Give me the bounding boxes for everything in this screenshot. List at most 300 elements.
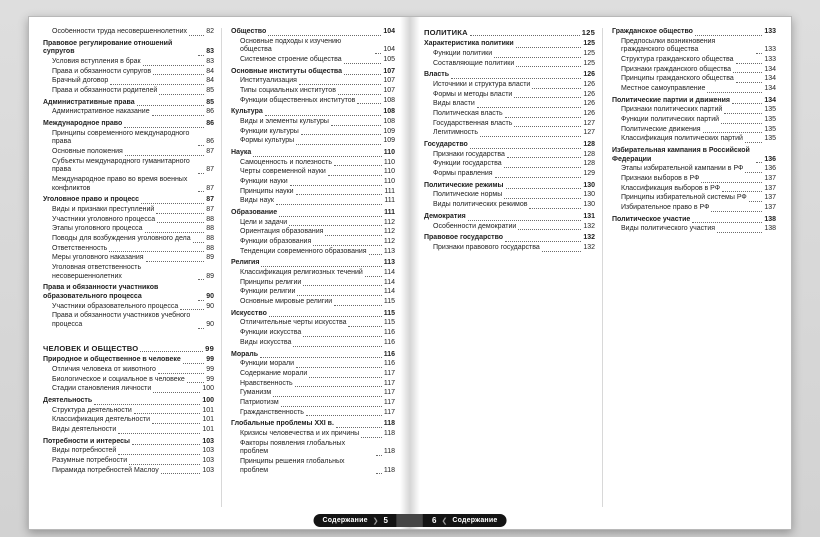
toc-column-left-1 (40, 28, 221, 507)
dot-leader (198, 279, 204, 280)
dot-leader (152, 115, 205, 116)
dot-leader (159, 94, 204, 95)
toc-entry (424, 50, 595, 59)
toc-page-number: 107 (383, 67, 395, 75)
toc-page-number: 86 (206, 120, 214, 128)
toc-entry (231, 248, 395, 257)
toc-entry-title: Культура (231, 108, 263, 116)
toc-entry (231, 149, 395, 158)
toc-page-number: 103 (202, 466, 214, 474)
toc-page-number: 101 (202, 416, 214, 424)
dot-leader (260, 357, 382, 358)
toc-entry-title: Политическое участие (612, 215, 691, 223)
dot-leader (293, 346, 381, 347)
toc-page-number: 99 (206, 356, 214, 364)
toc-entry (43, 366, 214, 375)
toc-page-number: 86 (206, 138, 214, 146)
dot-leader (507, 157, 581, 158)
toc-entry (43, 235, 214, 244)
dot-leader (279, 216, 382, 217)
toc-entry-title: Образование (231, 209, 278, 217)
toc-entry (612, 185, 776, 194)
toc-entry-title: Особенности демократии (433, 222, 517, 230)
dot-leader (306, 415, 382, 416)
toc-entry-title: Признаки гражданского общества (621, 65, 732, 73)
toc-entry (231, 68, 395, 77)
toc-entry (43, 438, 214, 447)
dot-leader (125, 155, 204, 156)
dot-leader (118, 454, 200, 455)
toc-entry (43, 28, 214, 37)
toc-entry-title: Признаки выборов в РФ (621, 175, 700, 183)
toc-page-number: 135 (764, 116, 776, 124)
dot-leader (180, 309, 204, 310)
toc-entry (43, 356, 214, 365)
toc-entry (231, 298, 395, 307)
toc-entry (231, 420, 395, 429)
dot-leader (137, 105, 205, 106)
toc-page-number: 125 (583, 59, 595, 67)
dot-leader (334, 305, 382, 306)
toc-entry-title: Пирамида потребностей Маслоу (52, 466, 159, 474)
dot-leader (505, 117, 582, 118)
toc-entry-title: Стадии становления личности (52, 385, 152, 393)
toc-entry-title: Меры уголовного наказания (52, 254, 144, 262)
toc-page-number: 134 (764, 85, 776, 93)
toc-page-number: 87 (206, 148, 214, 156)
dot-leader (261, 266, 381, 267)
toc-entry-title: Формы правления (433, 170, 493, 178)
dot-leader (183, 363, 204, 364)
toc-entry (231, 279, 395, 288)
toc-entry (424, 182, 595, 191)
toc-entry-title: Права и обязанности родителей (52, 87, 158, 95)
toc-entry (43, 148, 214, 157)
toc-entry (612, 175, 776, 184)
toc-entry-title: Самоценность и полезность (240, 158, 333, 166)
dot-leader (290, 185, 382, 186)
toc-entry (612, 165, 776, 174)
toc-entry-title: Международное право (43, 120, 123, 128)
toc-entry-title: Уголовная ответственность несовершеннолетних (52, 264, 142, 280)
toc-entry (43, 397, 214, 406)
toc-entry-title: Гуманизм (240, 389, 272, 397)
toc-page-number: 134 (764, 65, 776, 73)
toc-page-number: 130 (583, 191, 595, 199)
toc-entry-title: Классификация религиозных течений (240, 269, 363, 277)
toc-entry (231, 430, 395, 439)
toc-entry (231, 28, 395, 37)
dot-leader (129, 464, 200, 465)
toc-entry-title: Виды политических режимов (433, 201, 528, 209)
toc-page-number: 114 (383, 278, 395, 286)
toc-entry (231, 128, 395, 137)
toc-page-number: 118 (383, 429, 395, 437)
toc-entry-title: Функции культуры (240, 127, 299, 135)
toc-entry (43, 108, 214, 117)
toc-entry-title: Виды и признаки преступлений (52, 206, 155, 214)
toc-entry (231, 409, 395, 418)
toc-entry-title: Структура гражданского общества (621, 56, 734, 64)
toc-page-number: 128 (583, 160, 595, 168)
toc-page-number: 88 (206, 215, 214, 223)
toc-page-number: 115 (383, 319, 395, 327)
toc-page-number: 133 (764, 56, 776, 64)
toc-entry-title: Участники уголовного процесса (52, 215, 156, 223)
dot-leader (118, 433, 200, 434)
dot-leader (276, 204, 382, 205)
toc-entry (424, 201, 595, 210)
toc-entry (231, 288, 395, 297)
dot-leader (145, 232, 205, 233)
dot-leader (344, 63, 382, 64)
toc-page-number: 132 (583, 234, 595, 242)
toc-entry-title: Функции образования (240, 238, 312, 246)
toc-page-number: 126 (583, 81, 595, 89)
toc-page-number: 103 (202, 456, 214, 464)
toc-entry (231, 440, 395, 457)
toc-entry (43, 77, 214, 86)
toc-entry (612, 194, 776, 203)
toc-page-number: 128 (583, 141, 595, 149)
toc-entry-title: Уголовное право и процесс (43, 196, 140, 204)
toc-entry-title: Принципы религии (240, 278, 302, 286)
dot-leader (296, 144, 381, 145)
dot-leader (361, 437, 382, 438)
toc-page-number: 99 (206, 365, 214, 373)
toc-entry-title: Субъекты международного гуманитарного права (52, 157, 190, 174)
toc-entry (43, 225, 214, 234)
dot-leader (132, 444, 200, 445)
dot-leader (516, 47, 582, 48)
toc-entry (231, 56, 395, 65)
toc-entry (43, 40, 214, 57)
dot-leader (703, 132, 763, 133)
dot-leader (477, 107, 582, 108)
toc-entry (43, 120, 214, 129)
toc-entry (612, 135, 776, 144)
toc-entry (231, 370, 395, 379)
toc-page-number: 115 (383, 309, 395, 317)
toc-entry-title: Условия вступления в брак (52, 58, 141, 66)
dot-leader (532, 88, 581, 89)
toc-page-number: 110 (383, 149, 395, 157)
dot-leader (756, 53, 762, 54)
toc-entry (231, 178, 395, 187)
dot-leader (281, 406, 382, 407)
toc-entry-title: ЧЕЛОВЕК И ОБЩЕСТВО (43, 343, 139, 353)
dot-leader (309, 377, 381, 378)
toc-page-number: 137 (764, 204, 776, 212)
toc-page-number: 88 (206, 225, 214, 233)
toc-entry (43, 206, 214, 215)
dot-leader (313, 245, 382, 246)
toc-entry (424, 60, 595, 69)
toc-entry-title: Избирательная кампания в Российской Федерации (612, 147, 750, 163)
toc-entry (231, 159, 395, 168)
toc-entry-title: Наука (231, 149, 252, 157)
toc-entry (43, 87, 214, 96)
dot-leader (348, 326, 381, 327)
toc-page-number: 118 (383, 420, 395, 428)
toc-entry (231, 329, 395, 338)
toc-entry (43, 407, 214, 416)
dot-leader (470, 148, 581, 149)
toc-entry (424, 81, 595, 90)
toc-entry (612, 225, 776, 234)
toc-page-number: 138 (764, 225, 776, 233)
toc-entry-title: Международное право во время военных конфликтов (52, 176, 188, 192)
toc-entry (424, 234, 595, 243)
dot-leader (736, 63, 763, 64)
toc-page-number: 137 (764, 184, 776, 192)
toc-page-number: 117 (383, 408, 395, 416)
toc-entry-title: Виды деятельности (52, 425, 117, 433)
toc-entry (424, 40, 595, 49)
toc-page-number: 132 (583, 243, 595, 251)
toc-page-number: 110 (383, 168, 395, 176)
footer-right-label: Содержание (452, 517, 498, 524)
toc-page-number: 135 (764, 106, 776, 114)
dot-leader (369, 254, 382, 255)
dot-leader (134, 413, 200, 414)
dot-leader (506, 188, 582, 189)
toc-page-number: 90 (206, 293, 214, 301)
toc-entry-title: Типы социальных институтов (240, 87, 336, 95)
toc-page-number: 90 (206, 321, 214, 329)
toc-entry-title: Основные мировые религии (240, 298, 333, 306)
toc-entry-title: Виды власти (433, 100, 475, 108)
toc-entry-title: Поводы для возбуждения уголовного дела (52, 235, 191, 243)
toc-entry-title: Системное строение общества (240, 56, 342, 64)
toc-entry-title: Составляющие политики (433, 59, 515, 67)
toc-page-number: 130 (583, 181, 595, 189)
toc-entry-title: Функции общественных институтов (240, 96, 356, 104)
toc-entry (612, 126, 776, 135)
dot-leader (296, 194, 383, 195)
toc-entry-title: Функции религии (240, 288, 296, 296)
toc-entry (424, 71, 595, 80)
toc-page-number: 118 (383, 448, 395, 456)
toc-entry (612, 116, 776, 125)
dot-leader (745, 142, 762, 143)
page-right (410, 17, 791, 529)
dot-leader (325, 235, 381, 236)
dot-leader (451, 78, 581, 79)
toc-page-number: 107 (383, 77, 395, 85)
toc-page-number: 88 (206, 244, 214, 252)
toc-entry (424, 129, 595, 138)
toc-entry (612, 147, 776, 164)
footer-center-block (397, 514, 423, 527)
dot-leader (707, 92, 762, 93)
toc-page-number: 87 (206, 206, 214, 214)
toc-entry-title: Характеристика политики (424, 40, 514, 48)
toc-page-number: 130 (583, 201, 595, 209)
toc-page-number: 132 (583, 222, 595, 230)
toc-page-number: 113 (383, 247, 395, 255)
toc-entry-title: Виды искусства (240, 338, 292, 346)
dot-leader (198, 328, 204, 329)
toc-entry-title: Признаки государства (433, 150, 505, 158)
dot-leader (732, 103, 762, 104)
toc-page-number: 111 (384, 209, 395, 217)
toc-page-number: 84 (206, 67, 214, 75)
toc-entry (231, 168, 395, 177)
toc-entry-title: Участники образовательного процесса (52, 302, 179, 310)
dot-leader (198, 300, 204, 301)
toc-entry (43, 467, 214, 476)
dot-leader (711, 211, 762, 212)
dot-leader (146, 261, 205, 262)
toc-page-number: 116 (383, 329, 395, 337)
toc-page-number: 105 (383, 56, 395, 64)
dot-leader (724, 113, 762, 114)
dot-leader (376, 473, 382, 474)
dot-leader (295, 386, 382, 387)
toc-page-number: 103 (202, 447, 214, 455)
toc-page-number: 116 (383, 360, 395, 368)
toc-page-number: 136 (764, 165, 776, 173)
toc-entry (231, 399, 395, 408)
dot-leader (749, 201, 763, 202)
dot-leader (143, 65, 205, 66)
toc-entry-title: Административное наказание (52, 108, 150, 116)
toc-entry (43, 130, 214, 147)
toc-entry-title: Формы и методы власти (433, 90, 513, 98)
toc-entry (231, 310, 395, 319)
toc-entry (231, 38, 395, 55)
toc-entry-title: Функции искусства (240, 329, 302, 337)
toc-page-number: 89 (206, 254, 214, 262)
dot-leader (153, 392, 200, 393)
dot-leader (344, 74, 381, 75)
dot-leader (504, 167, 582, 168)
toc-entry-title: Брачный договор (52, 77, 109, 85)
toc-entry-title: Права и обязанности участников образовательного процесса (43, 284, 159, 301)
toc-entry-title: Демократия (424, 212, 466, 220)
toc-entry-title: Отличия человека от животного (52, 365, 156, 373)
toc-entry (43, 58, 214, 67)
toc-entry (231, 97, 395, 106)
toc-entry-title: Биологическое и социальное в человеке (52, 375, 185, 383)
toc-entry-title: Принципы избирательной системы РФ (621, 194, 747, 202)
toc-entry (231, 108, 395, 117)
toc-entry (424, 91, 595, 100)
toc-entry (231, 319, 395, 328)
dot-leader (268, 35, 381, 36)
toc-entry (424, 100, 595, 109)
toc-entry (43, 284, 214, 301)
dot-leader (745, 172, 762, 173)
toc-entry-title: Мораль (231, 350, 259, 358)
toc-page-number: 126 (583, 71, 595, 79)
toc-entry (231, 360, 395, 369)
toc-page-number: 126 (583, 100, 595, 108)
toc-entry (424, 191, 595, 200)
dot-leader (161, 473, 201, 474)
toc-entry (231, 137, 395, 146)
toc-page-number: 86 (206, 108, 214, 116)
toc-page-number: 125 (583, 50, 595, 58)
toc-page-number: 138 (764, 215, 776, 223)
toc-entry (612, 106, 776, 115)
toc-page-number: 104 (383, 46, 395, 54)
toc-entry (231, 197, 395, 206)
dot-leader (328, 175, 382, 176)
toc-page-number: 134 (764, 75, 776, 83)
toc-entry-title: Искусство (231, 309, 267, 317)
toc-entry-title: Функции государства (433, 160, 502, 168)
toc-entry-title: Отличительные черты искусства (240, 319, 347, 327)
toc-entry (231, 228, 395, 237)
dot-leader (692, 222, 762, 223)
toc-entry (231, 389, 395, 398)
dot-leader (736, 82, 763, 83)
toc-entry-title: Права и обязанности участников учебного процесса (52, 312, 191, 329)
toc-entry (424, 151, 595, 160)
toc-entry-title: Кризисы человечества и их причины (240, 429, 360, 437)
toc-entry (43, 385, 214, 394)
toc-entry-title: Цели и задачи (240, 218, 288, 226)
toc-entry-title: Виды потребностей (52, 447, 117, 455)
toc-entry (231, 351, 395, 360)
toc-entry-title: Виды политического участия (621, 225, 716, 233)
toc-entry-title: Факторы появления глобальных проблем (240, 439, 346, 456)
dot-leader (338, 94, 381, 95)
toc-entry-title: Классификация выборов в РФ (621, 184, 721, 192)
toc-page-number: 137 (764, 194, 776, 202)
toc-page-number: 115 (383, 298, 395, 306)
toc-page-number: 82 (206, 28, 214, 35)
toc-entry (43, 416, 214, 425)
toc-entry-title: Гражданственность (240, 408, 304, 416)
toc-entry-title: Политические партии и движения (612, 96, 730, 104)
toc-entry-title: Виды наук (240, 197, 274, 205)
toc-page-number: 127 (583, 119, 595, 127)
dot-leader (198, 145, 204, 146)
toc-entry (43, 303, 214, 312)
dot-leader (514, 97, 581, 98)
dot-leader (297, 295, 381, 296)
toc-entry (231, 219, 395, 228)
toc-entry (424, 170, 595, 179)
toc-entry (612, 97, 776, 106)
toc-entry-title: Источники и структура власти (433, 81, 531, 89)
toc-page-number: 83 (206, 58, 214, 66)
toc-page-number: 89 (206, 272, 214, 280)
toc-entry-title: Классификация деятельности (52, 416, 151, 424)
dot-leader (301, 134, 381, 135)
dot-leader (717, 232, 762, 233)
toc-page-number: 99 (205, 343, 214, 353)
dot-leader (733, 72, 762, 73)
toc-entry (231, 259, 395, 268)
dot-leader (124, 127, 204, 128)
toc-entry-title: Черты современной науки (240, 168, 326, 176)
dot-leader (695, 35, 762, 36)
toc-page-number: 117 (383, 379, 395, 387)
dot-leader (514, 126, 581, 127)
toc-page-number: 103 (202, 437, 214, 445)
toc-entry-title: Природное и общественное в человеке (43, 356, 181, 364)
toc-page-number: 116 (383, 350, 395, 358)
toc-page-number: 108 (383, 108, 395, 116)
dot-leader (504, 198, 581, 199)
toc-entry-title: Нравственность (240, 379, 293, 387)
toc-entry-title: Правовое государство (424, 234, 504, 242)
toc-entry-title: Основные институты общества (231, 67, 343, 75)
